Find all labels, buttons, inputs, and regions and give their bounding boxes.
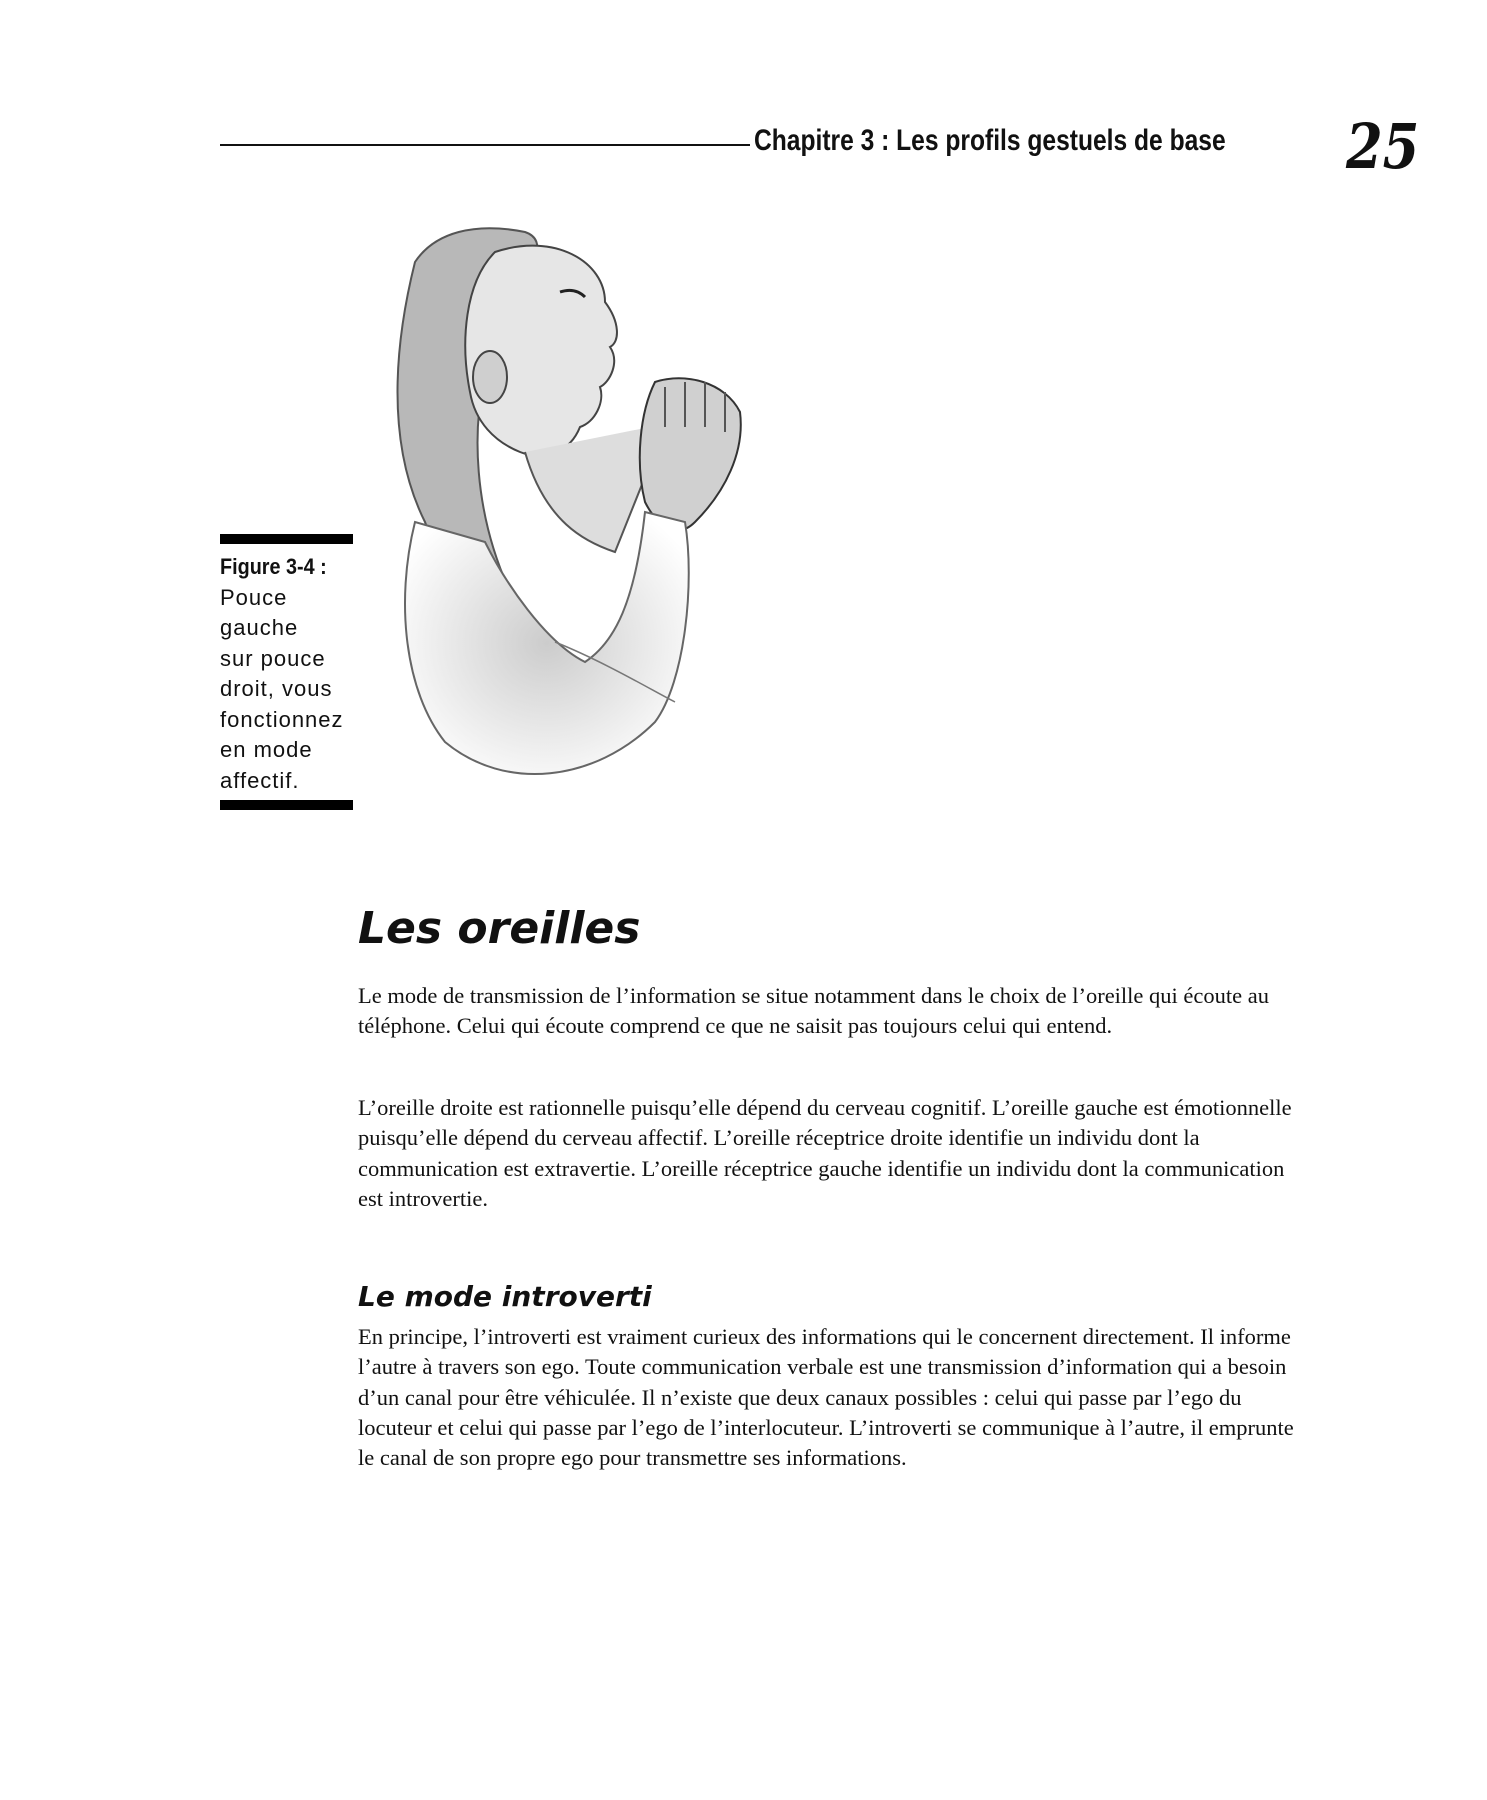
- caption-line: en mode: [220, 737, 313, 762]
- subsection-title: Le mode introverti: [358, 1280, 652, 1313]
- praying-girl-illustration: [355, 222, 890, 812]
- body-paragraph: En principe, l’introverti est vraiment curieux des informations qui le concernent directement. Il informe l’autre à travers son ego. Toute communication verbale est une transmission d’information qui a besoin d’un canal pour être véhiculée. Il n’existe que deux canaux possibles : celui qui passe par l’ego du locuteur et celui qui passe par l’ego de l’interlocuteur. L’introverti se communique à l’autre, il emprunte le canal de son propre ego pour transmettre ses informations.: [358, 1324, 1294, 1471]
- caption-line: affectif.: [220, 767, 300, 793]
- body-paragraph: Le mode de transmission de l’information se situe notamment dans le choix de l’oreille qui écoute au téléphone. Celui qui écoute comprend ce que ne saisit pas toujours celui qui entend.: [358, 983, 1269, 1039]
- caption-line: Pouce: [220, 584, 288, 610]
- figure-caption: [220, 552, 360, 796]
- caption-line: gauche: [220, 615, 299, 640]
- caption-line: sur pouce: [220, 645, 326, 671]
- section-title: Les oreilles: [358, 903, 641, 954]
- body-paragraph: L’oreille droite est rationnelle puisqu’elle dépend du cerveau cognitif. L’oreille gauche est émotionnelle puisqu’elle dépend du cerveau affectif. L’oreille réceptrice droite identifie un individu dont la communication est extravertie. L’oreille réceptrice gauche identifie un individu dont la communication est introvertie.: [358, 1095, 1292, 1211]
- running-header: Chapitre 3 : Les profils gestuels de base: [754, 124, 1226, 157]
- page-number: 25: [1346, 110, 1420, 183]
- caption-top-bar: [220, 534, 353, 544]
- caption-bottom-bar: [220, 800, 353, 810]
- header-rule: [220, 144, 750, 146]
- caption-line: droit, vous: [220, 676, 333, 701]
- figure-label: Figure 3-4 :: [220, 554, 327, 579]
- caption-line: fonctionnez: [220, 706, 344, 732]
